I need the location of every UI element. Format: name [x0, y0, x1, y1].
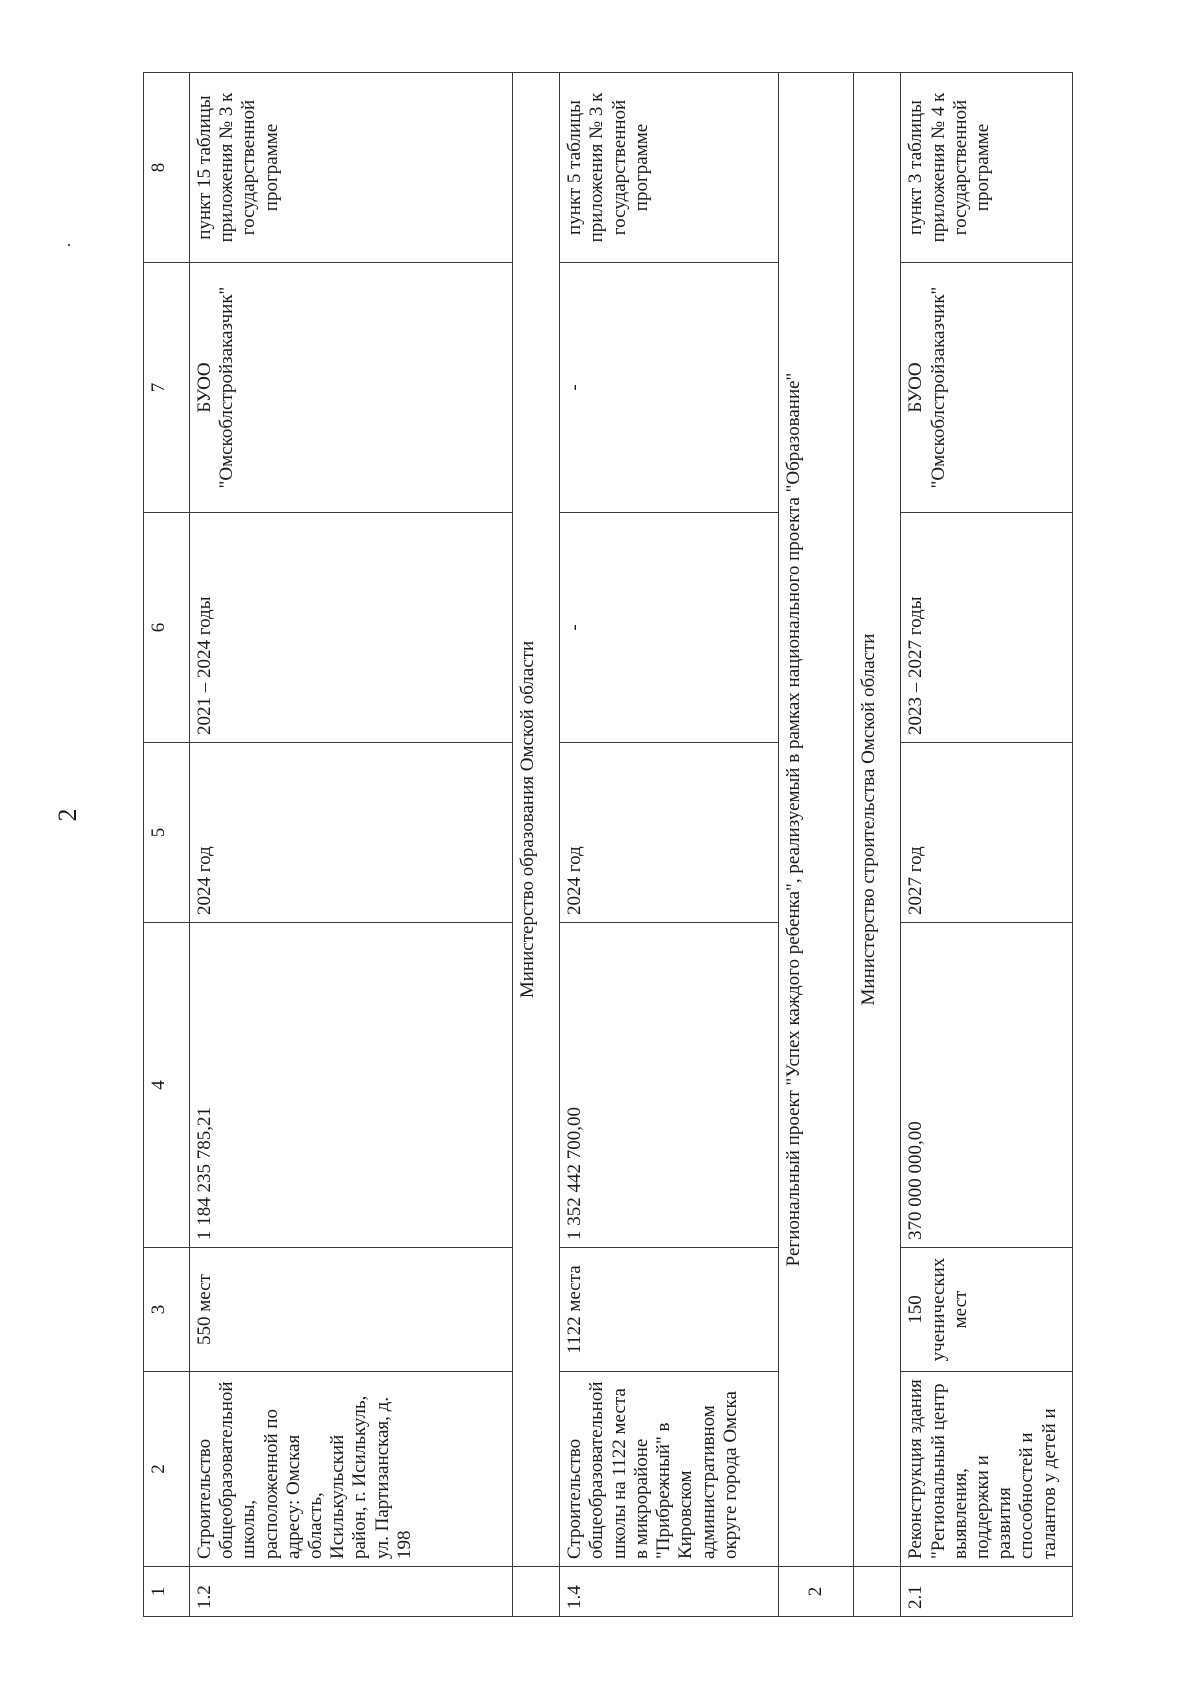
object-name: Реконструкция здания "Региональный центр выявления, поддержки и развития способностей и талантов у детей и [901, 1372, 1073, 1567]
object-capacity: 150 ученических мест [901, 1248, 1073, 1372]
table-row [901, 73, 1073, 1617]
program-reference: пункт 5 таблицы приложения № 3 к государственной программе [560, 73, 779, 263]
commission-year: 2024 год [560, 743, 779, 923]
header-cell: 6 [144, 513, 190, 743]
row-number: 2.1 [901, 1567, 1073, 1617]
header-cell: 3 [144, 1248, 190, 1372]
object-capacity: 550 мест [189, 1248, 512, 1372]
project-row [779, 73, 854, 1617]
commission-year: 2027 год [901, 743, 1073, 923]
section-row [513, 73, 560, 1617]
customer: БУОО "Омскоблстройзаказчик" [189, 263, 512, 513]
scan-speck [68, 244, 70, 246]
header-cell: 5 [144, 743, 190, 923]
object-cost: 1 184 235 785,21 [189, 923, 512, 1248]
section-spacer [513, 1567, 560, 1617]
program-reference: пункт 3 таблицы приложения № 4 к государственной программе [901, 73, 1073, 263]
project-title: Региональный проект "Успех каждого ребенка", реализуемый в рамках национального проекта "Образование" [779, 73, 854, 1567]
header-cell: 1 [144, 1567, 190, 1617]
table-row [560, 73, 779, 1617]
section-spacer [854, 1567, 901, 1617]
header-cell: 2 [144, 1372, 190, 1567]
table-header-row [144, 73, 190, 1617]
page-number: 2 [53, 808, 82, 822]
construction-period: 2021 – 2024 годы [189, 513, 512, 743]
object-capacity: 1122 места [560, 1248, 779, 1372]
customer: - [560, 263, 779, 513]
table-row [189, 73, 512, 1617]
commission-year: 2024 год [189, 743, 512, 923]
objects-table [143, 72, 1073, 1617]
construction-period: 2023 – 2027 годы [901, 513, 1073, 743]
object-name: Строительство общеобразовательной школы, расположенной по адресу: Омская область, Исилькульский район, г. Исилькуль, ул. Партизанская, д. 198 [189, 1372, 512, 1567]
rotated-table-container [143, 73, 1073, 1617]
row-number: 1.2 [189, 1567, 512, 1617]
header-cell: 8 [144, 73, 190, 263]
customer: БУОО "Омскоблстройзаказчик" [901, 263, 1073, 513]
row-number: 2 [779, 1567, 854, 1617]
object-name: Строительство общеобразовательной школы на 1122 места в микрорайоне "Прибрежный" в Кировском административном округе города Омска [560, 1372, 779, 1567]
section-title: Министерство строительства Омской области [854, 73, 901, 1567]
row-number: 1.4 [560, 1567, 779, 1617]
section-title: Министерство образования Омской области [513, 73, 560, 1567]
program-reference: пункт 15 таблицы приложения № 3 к государственной программе [189, 73, 512, 263]
construction-period: - [560, 513, 779, 743]
header-cell: 4 [144, 923, 190, 1248]
object-cost: 1 352 442 700,00 [560, 923, 779, 1248]
object-cost: 370 000 000,00 [901, 923, 1073, 1248]
section-row [854, 73, 901, 1617]
header-cell: 7 [144, 263, 190, 513]
